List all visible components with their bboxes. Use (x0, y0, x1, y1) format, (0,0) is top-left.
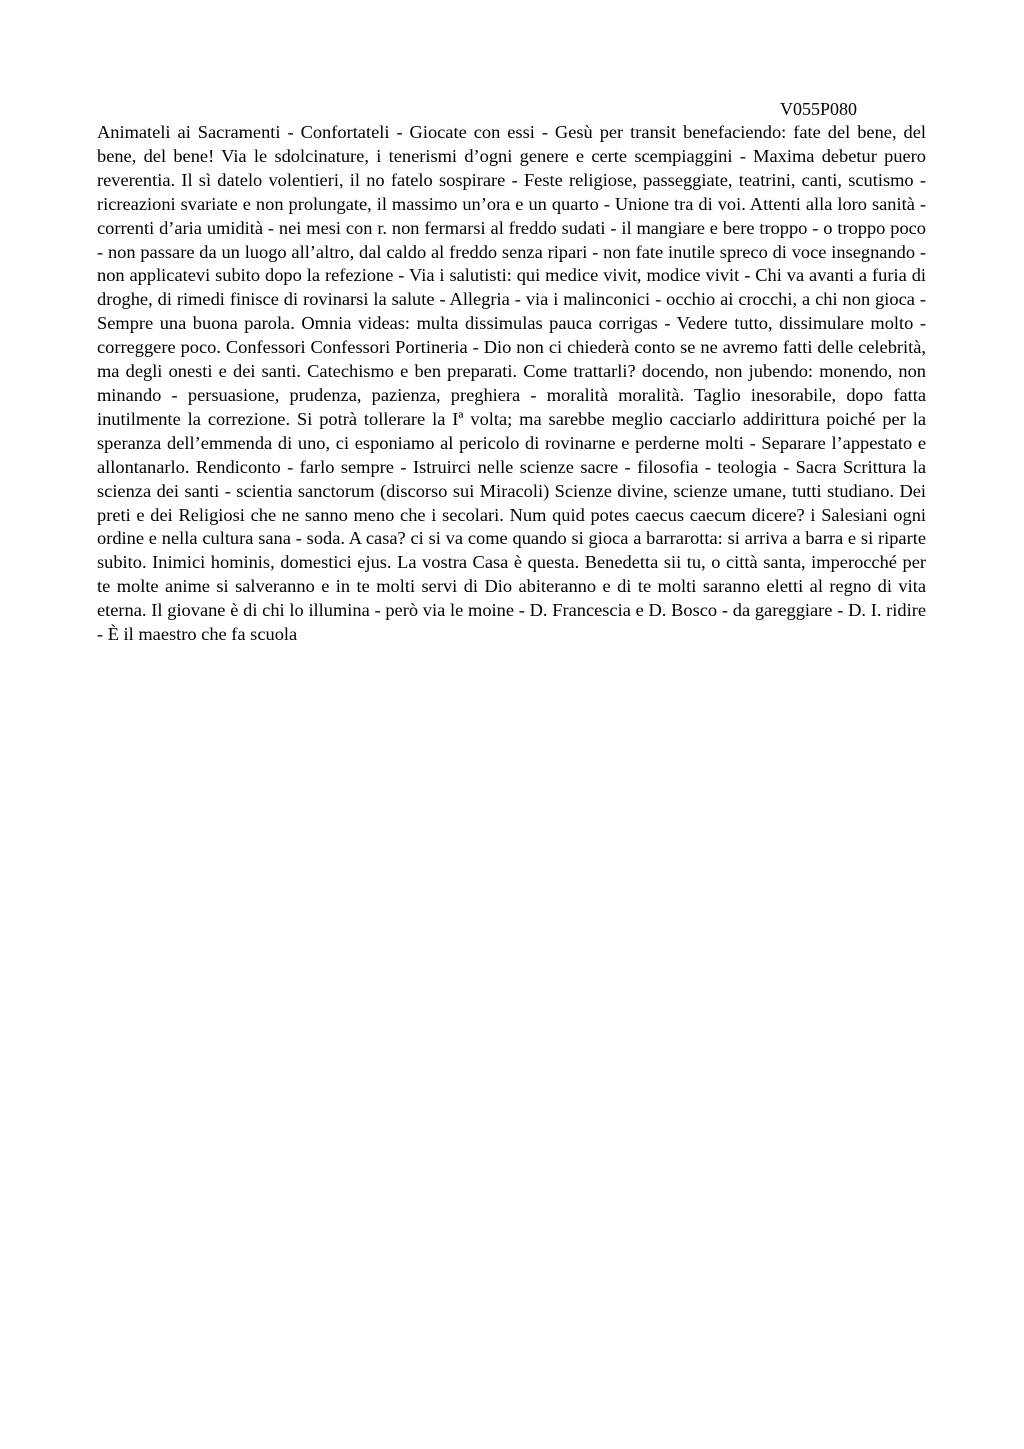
body-paragraph: Animateli ai Sacramenti - Confortateli - Giocate con essi - Gesù per transit benefaciendo: fate del bene, del bene, del bene! Via le sdolcinature, i tenerismi d’ogni genere e certe scempiaggini - Maxima debetur puero reverentia. Il sì datelo volentieri, il no fatelo sospirare - Feste religiose, passeggiate, teatrini, canti, scutismo - ricreazioni svariate e non prolungate, il massimo un’ora e un quarto - Unione tra di voi. Attenti alla loro sanità - correnti d’aria umidità - nei mesi con r. non fermarsi al freddo sudati - il mangiare e bere troppo - o troppo poco - non passare da un luogo all’altro, dal caldo al freddo senza ripari - non fate inutile spreco di voce insegnando - non applicatevi subito dopo la refezione - Via i salutisti: qui medice vivit, modice vivit - Chi va avanti a furia di droghe, di rimedi finisce di rovinarsi la salute - Allegria - via i malinconici - occhio ai crocchi, a chi non gioca - Sempre una buona parola. Omnia videas: multa dissimulas pauca corrigas - Vedere tutto, dissimulare molto - correggere poco. Confessori Confessori Portineria - Dio non ci chiederà conto se ne avremo fatti delle celebrità, ma degli onesti e dei santi. Catechismo e ben preparati. Come trattarli? docendo, non jubendo: monendo, non minando - persuasione, prudenza, pazienza, preghiera - moralità moralità. Taglio inesorabile, dopo fatta inutilmente la correzione. Si potrà tollerare la Iª volta; ma sarebbe meglio cacciarlo addirittura poiché per la speranza dell’emmenda di uno, ci esponiamo al pericolo di rovinarne e perderne molti - Separare l’appestato e allontanarlo. Rendiconto - farlo sempre - Istruirci nelle scienze sacre - filosofia - teologia - Sacra Scrittura la scienza dei santi - scientia sanctorum (discorso sui Miracoli) Scienze divine, scienze umane, tutti studiano. Dei preti e dei Religiosi che ne sanno meno che i secolari. Num quid potes caecus caecum dicere? i Salesiani ogni ordine e nella cultura sana - soda. A casa? ci si va come quando si gioca a barrarotta: si arriva a barra e si riparte subito. Inimici hominis, domestici ejus. La vostra Casa è questa. Benedetta sii tu, o città santa, imperocché per te molte anime si salveranno e in te molti servi di Dio abiteranno e di te molti saranno eletti al regno di vita eterna. Il giovane è di chi lo illumina - però via le moine - D. Francescia e D. Bosco - da gareggiare - D. I. ridire - È il maestro che fa scuola (97, 122, 926, 645)
page-identifier: V055P080 (779, 99, 857, 119)
